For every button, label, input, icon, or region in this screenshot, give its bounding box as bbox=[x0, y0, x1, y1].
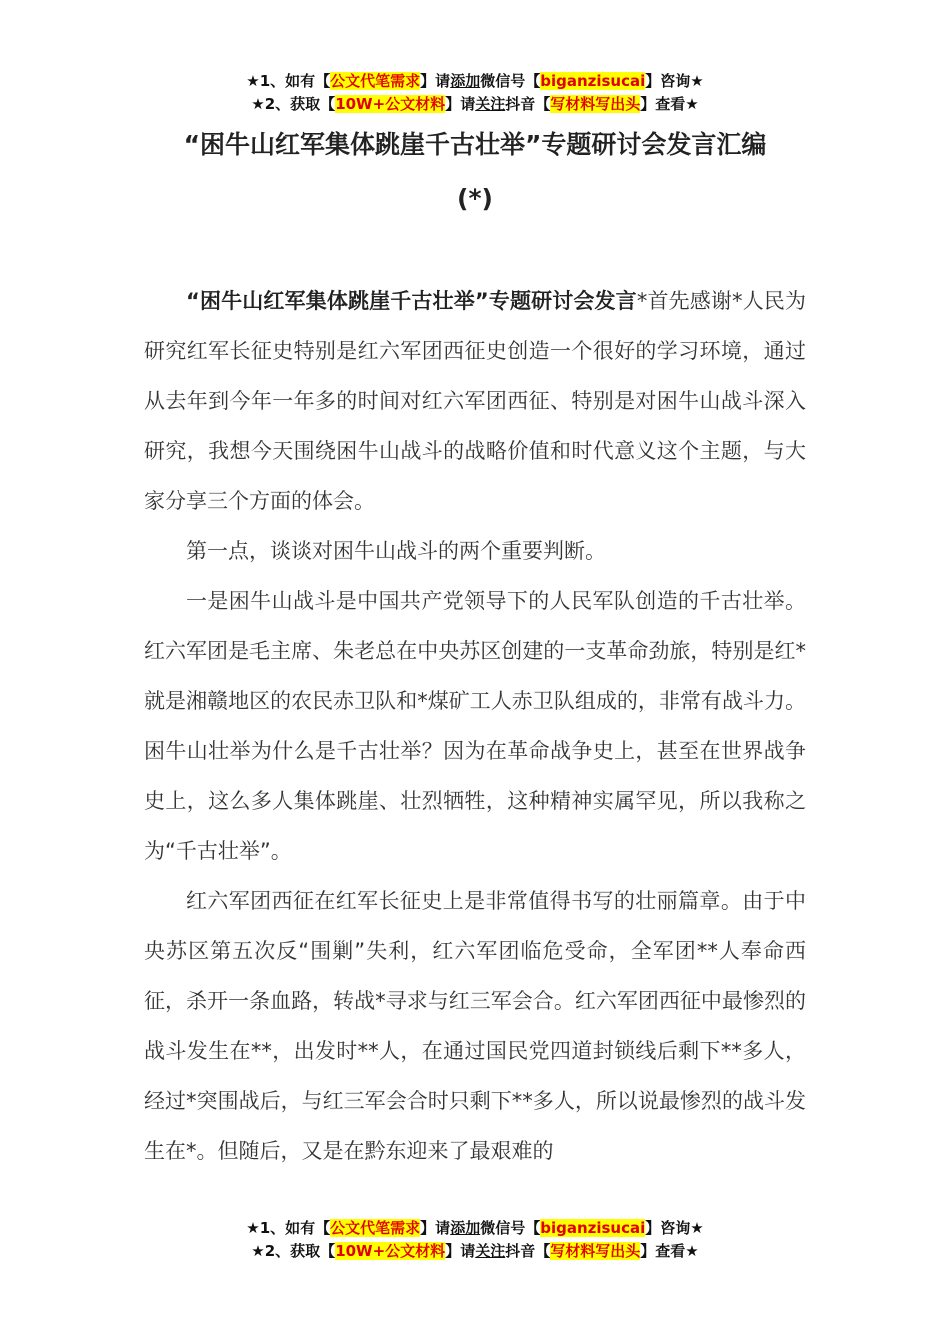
paragraph-2: 第一点，谈谈对困牛山战斗的两个重要判断。 bbox=[186, 539, 606, 563]
banner-underline: 添加 bbox=[450, 72, 481, 90]
paragraph-1-lead: “困牛山红军集体跳崖千古壮举”专题研讨会发言 bbox=[186, 289, 637, 313]
document-title-suffix: (*) bbox=[457, 184, 493, 213]
banner-text: ★1、如有【 bbox=[246, 72, 331, 90]
paragraph-3: 一是困牛山战斗是中国共产党领导下的人民军队创造的千古壮举。红六军团是毛主席、朱老总在中央苏区创建的一支革命劲旅，特别是红*就是湘赣地区的农民赤卫队和*煤矿工人赤卫队组成的，非常有战斗力。困牛山壮举为什么是千古壮举？因为在革命战争史上，甚至在世界战争史上，这么多人集体跳崖、壮烈牺牲，这种精神实属罕见，所以我称之为“千古壮举”。 bbox=[144, 589, 806, 863]
paragraph-1 bbox=[144, 276, 806, 526]
banner-text: 】请 bbox=[445, 1242, 476, 1260]
banner-text: 】咨询★ bbox=[645, 1219, 704, 1237]
banner-line-2 bbox=[0, 93, 950, 116]
banner-underline: 关注 bbox=[475, 1242, 506, 1260]
banner-highlight: biganzisucai bbox=[540, 1219, 646, 1237]
banner-text: 】请 bbox=[420, 72, 451, 90]
banner-highlight: 10W+公文材料 bbox=[335, 95, 446, 113]
banner-text: 】请 bbox=[445, 95, 476, 113]
banner-text: 微信号【 bbox=[480, 1219, 541, 1237]
banner-line-2 bbox=[0, 1240, 950, 1263]
banner-underline: 添加 bbox=[450, 1219, 481, 1237]
banner-highlight: 公文代笔需求 bbox=[330, 1219, 421, 1237]
banner-text: ★2、获取【 bbox=[251, 95, 336, 113]
banner-text: 】请 bbox=[420, 1219, 451, 1237]
paragraph-1-text: *首先感谢*人民为研究红军长征史特别是红六军团西征史创造一个很好的学习环境，通过从去年到今年一年多的时间对红六军团西征、特别是对困牛山战斗深入研究，我想今天围绕困牛山战斗的战略价值和时代意义这个主题，与大家分享三个方面的体会。 bbox=[144, 289, 806, 513]
banner-text: ★1、如有【 bbox=[246, 1219, 331, 1237]
banner-text: 微信号【 bbox=[480, 72, 541, 90]
paragraph-4: 红六军团西征在红军长征史上是非常值得书写的壮丽篇章。由于中央苏区第五次反“围剿”失利，红六军团临危受命，全军团**人奉命西征，杀开一条血路，转战*寻求与红三军会合。红六军团西征中最惨烈的战斗发生在**，出发时**人，在通过国民党四道封锁线后剩下**多人，经过*突围战后，与红三军会合时只剩下**多人，所以说最惨烈的战斗发生在*。但随后，又是在黔东迎来了最艰难的 bbox=[144, 889, 806, 1163]
banner-text: 】查看★ bbox=[640, 1242, 699, 1260]
header-banner bbox=[0, 70, 950, 116]
banner-text: 抖音【 bbox=[505, 1242, 551, 1260]
banner-line-1 bbox=[0, 70, 950, 93]
document-title: “困牛山红军集体跳崖千古壮举”专题研讨会发言汇编 bbox=[183, 130, 767, 159]
banner-line-1 bbox=[0, 1217, 950, 1240]
banner-highlight: 公文代笔需求 bbox=[330, 72, 421, 90]
document-body bbox=[144, 276, 806, 1176]
banner-highlight: 写材料写出头 bbox=[550, 95, 641, 113]
banner-text: ★2、获取【 bbox=[251, 1242, 336, 1260]
banner-text: 】咨询★ bbox=[645, 72, 704, 90]
footer-banner bbox=[0, 1217, 950, 1263]
banner-highlight: biganzisucai bbox=[540, 72, 646, 90]
banner-underline: 关注 bbox=[475, 95, 506, 113]
banner-highlight: 写材料写出头 bbox=[550, 1242, 641, 1260]
banner-text: 抖音【 bbox=[505, 95, 551, 113]
banner-highlight: 10W+公文材料 bbox=[335, 1242, 446, 1260]
banner-text: 】查看★ bbox=[640, 95, 699, 113]
